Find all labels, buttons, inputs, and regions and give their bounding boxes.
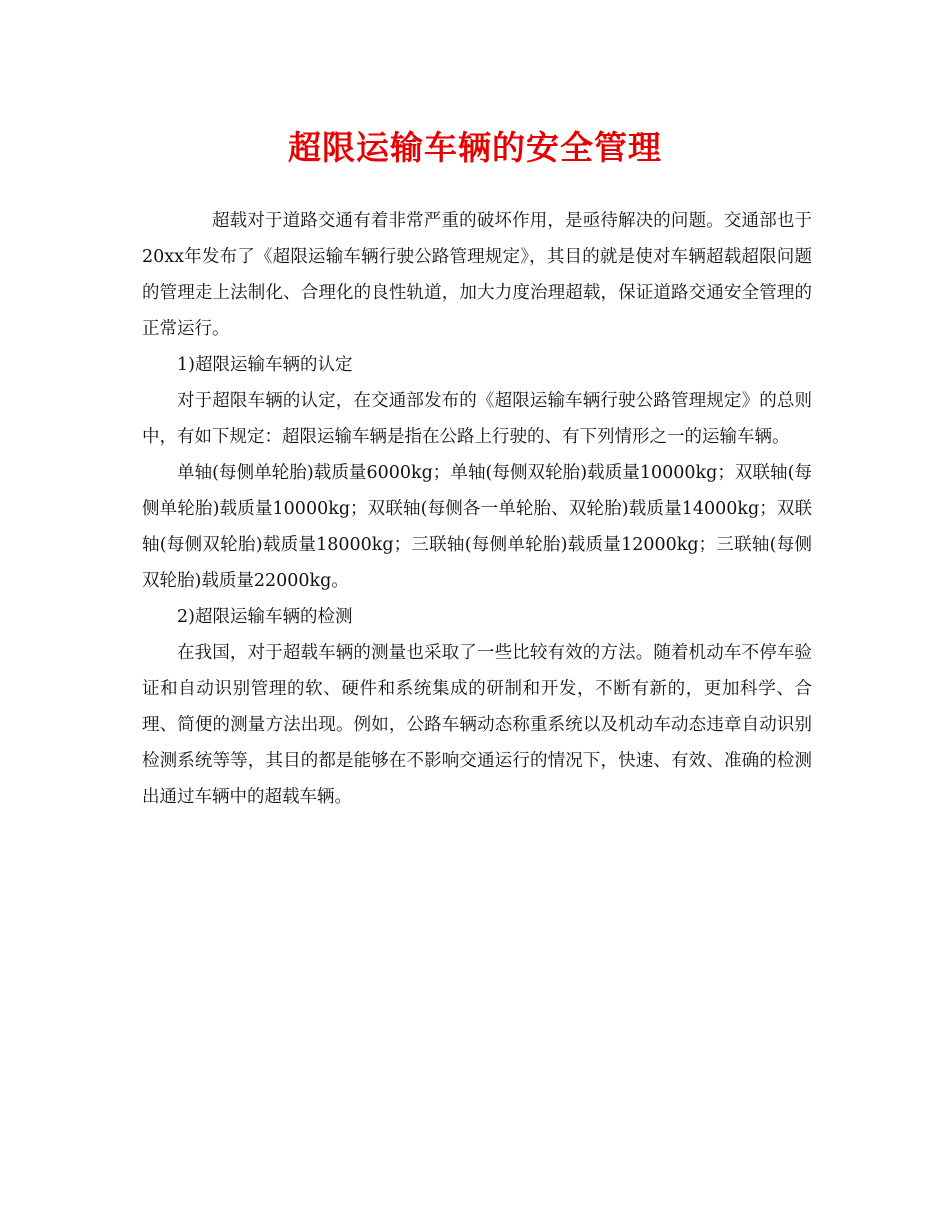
section-heading-identification: 1)超限运输车辆的认定: [177, 355, 353, 375]
axle-load-paragraph: 单轴(每侧单轮胎)载质量6000kg；单轴(每侧双轮胎)载质量10000kg；双联轴(每侧单轮胎)载质量10000kg；双联轴(每侧各一单轮胎、双轮胎)载质量14000kg；双联轴(每侧双轮胎)载质量18000kg；三联轴(每侧单轮胎)载质量12000kg；三联轴(每侧双轮胎)载质量22000kg。: [142, 463, 812, 591]
identification-paragraph: 对于超限车辆的认定，在交通部发布的《超限运输车辆行驶公路管理规定》的总则中，有如下规定：超限运输车辆是指在公路上行驶的、有下列情形之一的运输车辆。: [142, 391, 812, 447]
section-heading-detection: 2)超限运输车辆的检测: [177, 607, 353, 627]
document-title: 超限运输车辆的安全管理: [288, 128, 662, 167]
intro-paragraph: 超载对于道路交通有着非常严重的破坏作用，是亟待解决的问题。交通部也于20xx年发布了《超限运输车辆行驶公路管理规定》，其目的就是使对车辆超载超限问题的管理走上法制化、合理化的良性轨道，加大力度治理超载，保证道路交通安全管理的正常运行。: [142, 211, 812, 339]
document-body: [142, 203, 812, 815]
detection-paragraph: 在我国，对于超载车辆的测量也采取了一些比较有效的方法。随着机动车不停车验证和自动识别管理的软、硬件和系统集成的研制和开发，不断有新的，更加科学、合理、简便的测量方法出现。例如，公路车辆动态称重系统以及机动车动态违章自动识别检测系统等等，其目的都是能够在不影响交通运行的情况下，快速、有效、准确的检测出通过车辆中的超载车辆。: [142, 643, 812, 807]
